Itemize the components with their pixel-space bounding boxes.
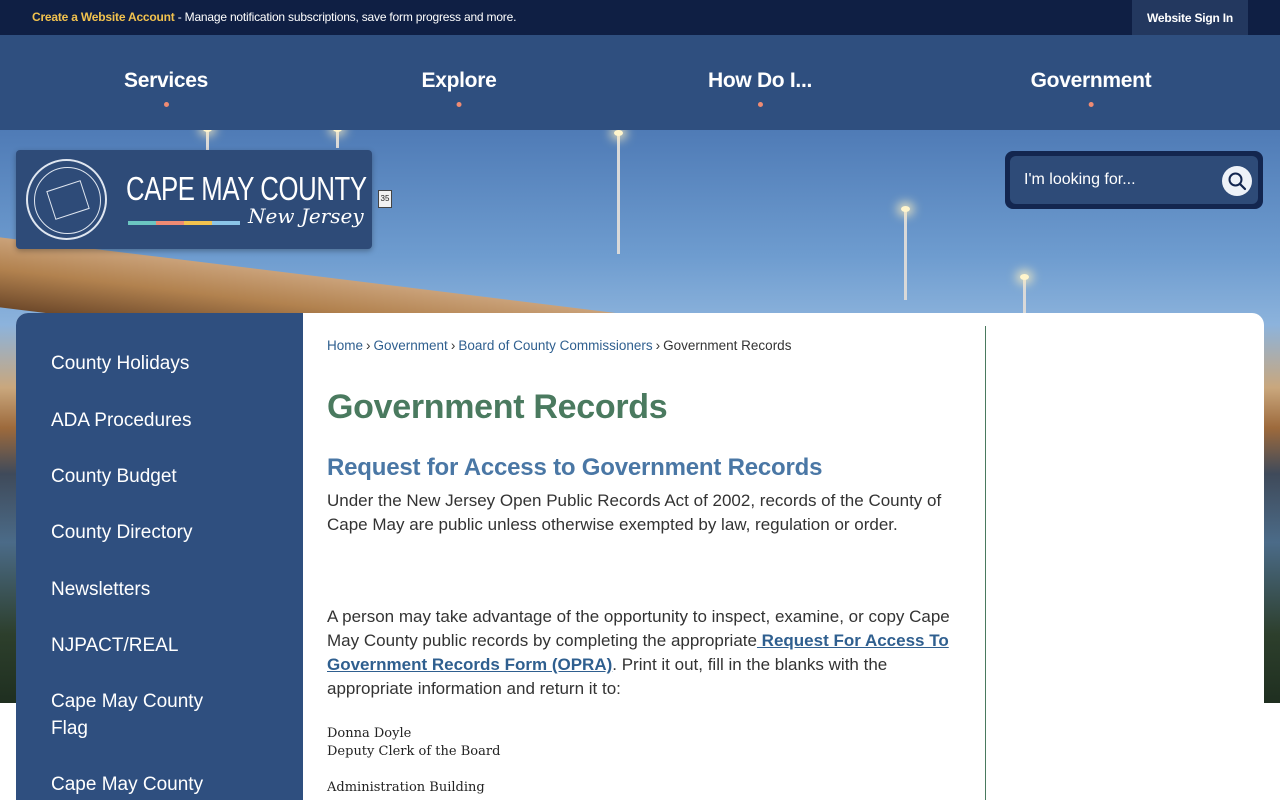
breadcrumb-separator: › <box>450 338 456 353</box>
street-lamp <box>336 130 339 148</box>
create-account-link[interactable]: Create a Website Account <box>32 10 175 24</box>
opra-paragraph <box>327 605 967 701</box>
street-lamp <box>1023 278 1026 318</box>
sidebar-item-county-flag[interactable]: Cape May County Flag <box>51 691 204 739</box>
nav-indicator-dot <box>457 102 462 107</box>
breadcrumb-board[interactable]: Board of County Commissioners <box>458 338 653 353</box>
nav-explore-label: Explore <box>421 69 497 92</box>
logo-subtitle: New Jersey <box>248 204 364 228</box>
search-icon <box>1227 171 1247 191</box>
breadcrumb <box>327 338 791 353</box>
nav-how-do-i[interactable] <box>708 69 812 107</box>
stripe-segment-coral <box>156 221 184 225</box>
sidebar-item-county-budget[interactable]: County Budget <box>51 466 177 487</box>
site-search <box>1005 151 1263 209</box>
street-lamp <box>617 134 620 254</box>
stripe-segment-teal <box>128 221 156 225</box>
contact-title: Deputy Clerk of the Board <box>327 744 501 759</box>
page-title: Government Records <box>327 388 668 426</box>
account-message <box>32 10 516 24</box>
breadcrumb-separator: › <box>655 338 661 353</box>
opra-form-link[interactable]: Request For Access To Government Records Form (OPRA) <box>327 631 949 674</box>
stripe-segment-sky <box>212 221 240 225</box>
sidebar-item-njpact-real[interactable]: NJPACT/REAL <box>51 635 179 656</box>
content-divider <box>985 326 986 800</box>
breadcrumb-home[interactable]: Home <box>327 338 364 353</box>
county-seal-icon <box>26 159 107 240</box>
logo-stripe <box>128 212 240 216</box>
sidebar-item-county-holidays[interactable]: County Holidays <box>51 353 190 374</box>
nav-services[interactable] <box>124 69 208 107</box>
account-message-text: - Manage notification subscriptions, save form progress and more. <box>174 10 517 24</box>
breadcrumb-separator: › <box>366 338 371 353</box>
sidebar-nav <box>16 313 303 800</box>
nav-government[interactable] <box>1031 69 1152 107</box>
sidebar-item-county-directory[interactable]: County Directory <box>51 522 193 543</box>
nav-how-do-i-label: How Do I... <box>707 69 813 92</box>
search-button[interactable] <box>1222 166 1252 196</box>
county-logo[interactable] <box>16 150 372 249</box>
nav-indicator-dot <box>1088 102 1093 107</box>
nav-indicator-dot <box>758 102 763 107</box>
sidebar-item-cape-may-county[interactable]: Cape May County <box>51 774 204 795</box>
street-lamp <box>904 210 907 300</box>
contact-name: Donna Doyle <box>327 726 412 741</box>
breadcrumb-current: Government Records <box>663 338 792 353</box>
main-nav <box>0 35 1280 130</box>
section-title: Request for Access to Government Records <box>327 454 823 481</box>
seal-map-shape <box>46 180 90 220</box>
contact-address: Administration Building <box>327 780 485 795</box>
utility-bar <box>0 0 1280 35</box>
website-sign-in-button[interactable]: Website Sign In <box>1132 0 1248 35</box>
stripe-segment-gold <box>184 221 212 225</box>
breadcrumb-government[interactable]: Government <box>373 338 448 353</box>
content-card <box>16 313 1264 800</box>
nav-services-label: Services <box>123 69 209 92</box>
route-sign: 35 <box>378 190 392 208</box>
intro-paragraph: Under the New Jersey Open Public Records Act of 2002, records of the County of Cape May are public unless otherwise exempted by law, regulation or order. <box>327 491 942 534</box>
logo-stripe-graphic <box>128 221 240 225</box>
logo-title: CAPE MAY COUNTY <box>126 170 367 207</box>
street-lamp <box>206 130 209 150</box>
nav-explore[interactable] <box>422 69 497 107</box>
nav-government-label: Government <box>1030 69 1152 92</box>
search-input[interactable] <box>1024 168 1204 192</box>
sidebar-item-newsletters[interactable]: Newsletters <box>51 579 151 600</box>
opra-text-before: A person may take advantage of the opportunity to inspect, examine, or copy Cape May County public records by completing the appropriate <box>327 607 950 650</box>
opra-text-after: . Print it out, fill in the blanks with the appropriate information and return it to: <box>327 655 888 698</box>
sidebar-item-ada-procedures[interactable]: ADA Procedures <box>51 410 192 431</box>
search-field-wrapper <box>1010 156 1258 204</box>
nav-indicator-dot <box>163 102 168 107</box>
